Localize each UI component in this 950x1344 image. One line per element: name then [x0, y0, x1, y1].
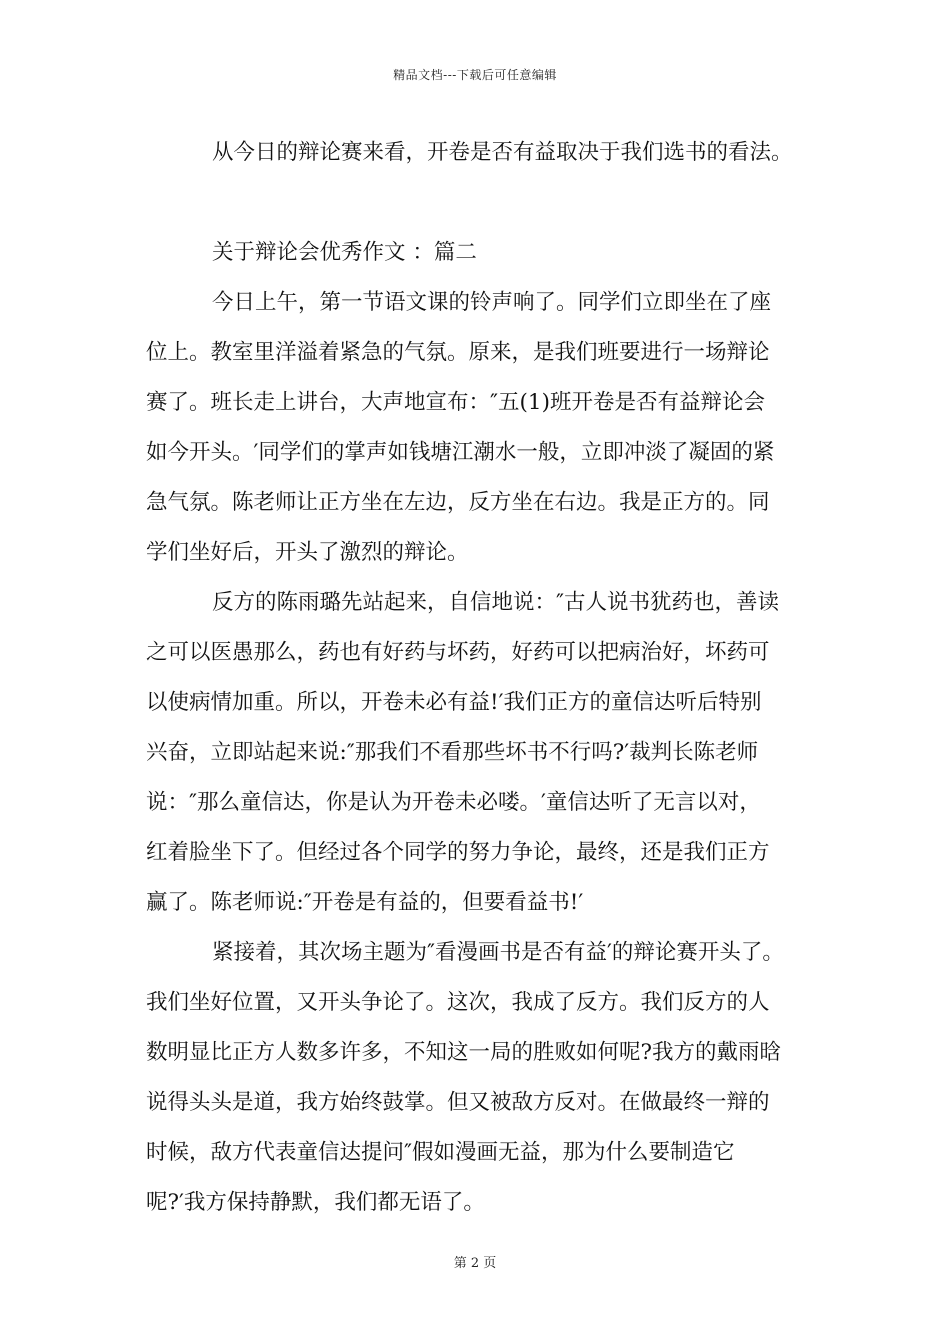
page-header: 精品文档---下载后可任意编辑: [393, 68, 557, 82]
text-line: 今日上午，第一节语文课的铃声响了。同学们立即坐在了座: [212, 290, 772, 315]
text-line: 赛了。班长走上讲台，大声地宣布：″五(1)班开卷是否有益辩论会: [146, 390, 765, 415]
text-line: 反方的陈雨璐先站起来，自信地说：″古人说书犹药也，善读: [212, 590, 780, 615]
text-line: 呢?′我方保持静默，我们都无语了。: [146, 1190, 485, 1215]
text-line: 如今开头。′同学们的掌声如钱塘江潮水一般，立即冲淡了凝固的紧: [146, 440, 775, 465]
text-line: 紧接着，其次场主题为″看漫画书是否有益′的辩论赛开头了。: [212, 940, 784, 965]
text-line: 我们坐好位置，又开头争论了。这次，我成了反方。我们反方的人: [146, 990, 770, 1015]
text-line: 兴奋，立即站起来说:″那我们不看那些坏书不行吗?′裁判长陈老师: [146, 740, 759, 765]
text-line: 赢了。陈老师说:″开卷是有益的，但要看益书!′: [146, 890, 584, 915]
text-line: 红着脸坐下了。但经过各个同学的努力争论，最终，还是我们正方: [146, 840, 770, 865]
text-line: 时候，敌方代表童信达提问″假如漫画无益，那为什么要制造它: [146, 1140, 735, 1165]
text-line: 位上。教室里洋溢着紧急的气氛。原来，是我们班要进行一场辩论: [146, 340, 770, 365]
text-line: 之可以医愚那么，药也有好药与坏药，好药可以把病治好，坏药可: [146, 640, 770, 665]
section-heading: 关于辩论会优秀作文 ：篇二: [212, 240, 477, 265]
text-line: 说得头头是道，我方始终鼓掌。但又被敌方反对。在做最终一辩的: [146, 1090, 770, 1115]
text-line: 以使病情加重。所以，开卷未必有益!′我们正方的童信达听后特别: [146, 690, 762, 715]
text-line: 数明显比正方人数多许多，不知这一局的胜败如何呢?我方的戴雨晗: [146, 1040, 782, 1065]
text-line: 从今日的辩论赛来看，开卷是否有益取决于我们选书的看法。: [212, 140, 793, 165]
page-number: 第 2 页: [453, 1256, 497, 1271]
text-line: 学们坐好后，开头了激烈的辩论。: [146, 540, 469, 565]
text-line: 急气氛。陈老师让正方坐在左边，反方坐在右边。我是正方的。同: [146, 490, 770, 515]
text-line: 说：″那么童信达，你是认为开卷未必喽。′童信达听了无言以对，: [146, 790, 761, 815]
